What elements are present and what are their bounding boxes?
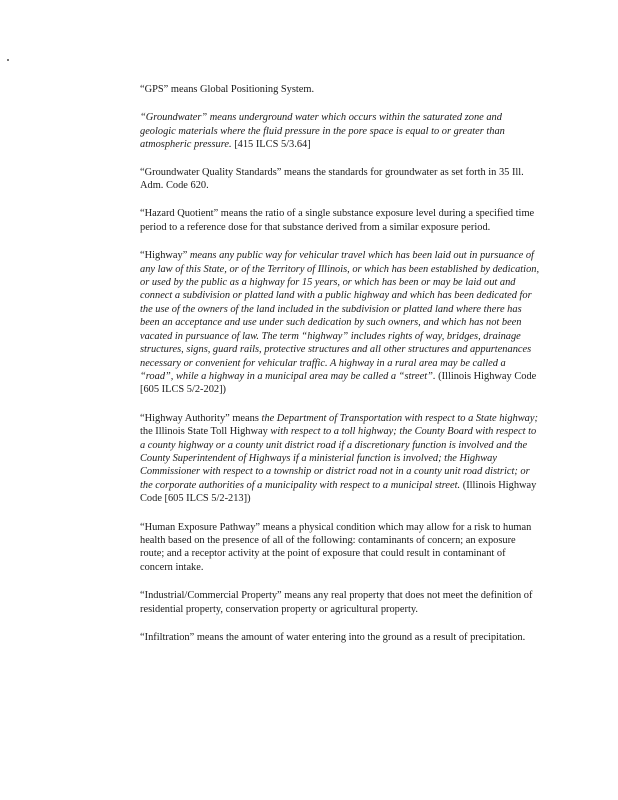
definition-groundwater-quality-standards-text: means the standards for groundwater as set forth in 35 Ill. Adm. Code 620. [140,166,524,192]
definition-groundwater-citation: [415 ILCS 5/3.64] [231,139,311,151]
highway-authority-seg4: the Illinois State Toll Highway [140,426,271,438]
definition-highway-authority-citation: (Illinois Highway Code [605 ILCS 5/2-213]) [140,479,537,505]
scan-speck [7,59,9,61]
definition-gps [140,83,540,96]
definition-infiltration-text: means the amount of water entering into the ground as a result of precipitation. [194,632,526,643]
highway-authority-seg2: the Department of Transportation [261,412,403,424]
definition-infiltration [140,631,540,644]
term-human-exposure-pathway: “Human Exposure Pathway” [140,521,261,533]
term-industrial-commercial-property: “Industrial/Commercial Property” [140,590,282,602]
definition-human-exposure-pathway-text: means a physical condition which may allow for a risk to human health based on the presence of all of the following: contaminants of concern; an exposure route; and a receptor activity at the point of exposure that could result in contaminant of concern intake. [140,521,532,573]
highway-authority-seg5: with respect to a toll highway; the County Board with respect to a county highway or a county unit district road if a discretionary function is involved and the County Superintendent of Highways if a ministerial function is involved; the Highway Commissioner with respect to a township or district road not in a county unit road district; or the corporate authorities of a municipality with respect to a municipal street. [140,426,537,491]
definition-groundwater-quality-standards [140,166,540,193]
highway-authority-seg3: with respect to a State highway; [402,412,538,424]
definition-industrial-commercial-property-text: means any real property that does not meet the definition of residential property, conservation property or agricultural property. [140,590,533,615]
definition-gps-text: means Global Positioning System. [168,84,315,95]
term-highway-authority: “Highway Authority” [140,412,230,424]
definitions-body [140,83,540,659]
definition-groundwater [140,111,540,151]
term-infiltration: “Infiltration” [140,632,195,643]
definition-highway-authority [140,412,540,506]
term-highway: “Highway” [140,250,188,262]
definition-hazard-quotient [140,207,540,234]
term-hazard-quotient: “Hazard Quotient” [140,208,219,220]
term-gps: “GPS” [140,84,169,95]
highway-authority-seg1: means [229,412,262,424]
term-groundwater-quality-standards: “Groundwater Quality Standards” [140,166,282,178]
definition-human-exposure-pathway [140,521,540,575]
definition-groundwater-text: means underground water which occurs within the saturated zone and geologic materials where the fluid pressure in the pore space is equal to or greater than atmospheric pressure. [140,112,505,151]
definition-hazard-quotient-text: means the ratio of a single substance exposure level during a specified time period to a reference dose for that substance derived from a similar exposure period. [140,208,535,233]
term-groundwater: “Groundwater” [140,112,208,124]
definition-highway [140,249,540,396]
definition-industrial-commercial-property [140,589,540,616]
definition-highway-text: means any public way for vehicular travel which has been laid out in pursuance of any law of this State, or of the Territory of Illinois, or which has been established by dedication, or used by the public as a highway for 15 years, or which has been or may be laid out and connect a subdivision or platted land with a public highway and which has been dedicated for the use of the owners of the land included in the subdivision or platted land where there has been an acceptance and use under such dedication by such owners, and which has not been vacated in pursuance of law. The term “highway” includes rights of way, bridges, drainage structures, signs, guard rails, protective structures and all other structures and appurtenances necessary or convenient for vehicular traffic. A highway in a rural area may be called a “road”, while a highway in a municipal area may be called a “street”. [140,250,540,382]
definition-highway-citation: (Illinois Highway Code [605 ILCS 5/2-202]) [140,370,537,396]
